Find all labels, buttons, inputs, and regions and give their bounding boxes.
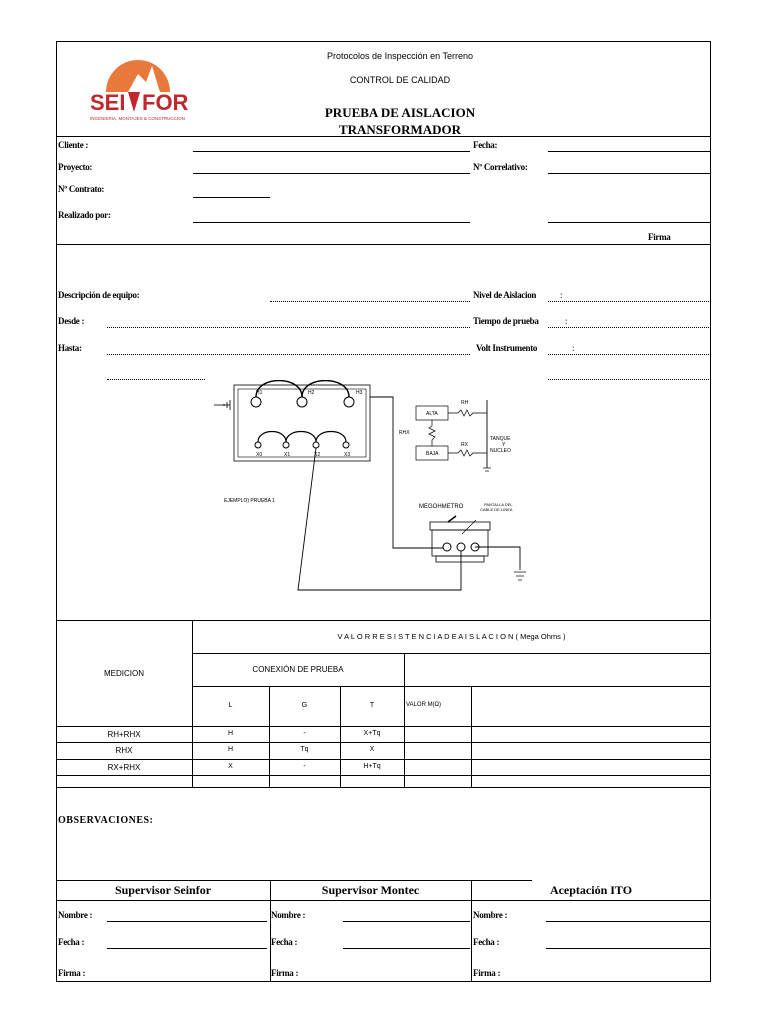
diagram-tanque3: NUCLEO [490,448,511,454]
row3-g: - [303,763,306,770]
table-vline-extra [471,686,472,787]
table-hline-1 [192,653,711,654]
company-logo [88,52,200,124]
nivel-label: Nivel de Aislacion [473,290,537,300]
diagram-alta: ALTA [426,411,438,417]
valor-title: V A L O R R E S I S T E N C I A D E A I S L A C I O N ( Mega Ohms ) [337,632,566,641]
table-bottom [56,787,711,788]
nivel-line[interactable] [548,301,711,302]
row3-l: X [228,763,233,770]
sup-seinfor-header: Supervisor Seinfor [114,883,212,897]
tiempo-line[interactable] [548,327,711,328]
fecha-label: Fecha: [473,140,498,150]
sig-vline-2 [471,880,472,982]
seinfor-nombre-line[interactable] [107,921,267,922]
col-l-header: L [228,702,233,709]
ito-nombre-line[interactable] [546,921,710,922]
diagram-h2: H2 [308,390,315,396]
diagram-tanque1: TANQUE [490,436,511,442]
aceptacion-header: Aceptación ITO [549,883,633,897]
diagram-rhx: RHX [399,430,410,436]
contrato-line[interactable] [193,197,270,198]
header-title2: TRANSFORMADOR [338,122,462,136]
table-vline-valor [404,653,405,787]
header-line1: Protocolos de Inspección en Terreno [327,51,473,61]
nivel-colon: : [560,290,563,300]
montec-firma-label: Firma : [271,968,299,978]
tiempo-colon: : [565,316,568,326]
volt-colon: : [572,343,575,353]
obs-line[interactable] [56,880,532,881]
row1-t: X+Tq [363,730,381,737]
firma-line[interactable] [548,222,711,223]
extra-line-left[interactable] [107,379,205,380]
diagram-divider [56,620,711,621]
svg-text:INGENIERIA, MONTAJES & CONSTRU: INGENIERIA, MONTAJES & CONSTRUCCION [90,116,185,121]
seinfor-firma-label: Firma : [58,968,86,978]
descripcion-line[interactable] [270,301,470,302]
cliente-line[interactable] [193,151,470,152]
firma-label: Firma [648,232,671,242]
desde-label: Desde : [58,316,85,326]
desde-line[interactable] [107,327,470,328]
table-hline-3 [56,726,711,727]
diagram-rx: RX [461,442,468,448]
sig-vline-1 [270,880,271,982]
header-title-clip [250,120,550,136]
seinfor-fecha-label: Fecha : [58,937,85,947]
row3-medicion: RX+RHX [107,763,141,772]
ito-nombre-label: Nombre : [473,910,508,920]
extra-line-right[interactable] [548,379,711,380]
row1-g: - [303,730,306,737]
row2-t: X [369,746,375,753]
fields-divider [56,244,711,245]
diagram-h3: H3 [356,390,363,396]
tiempo-label: Tiempo de prueba [473,316,539,326]
svg-text:SEI: SEI [90,90,126,115]
row1-medicion: RH+RHX [107,730,141,739]
medicion-header: MEDICION [104,669,144,678]
diagram-rh: RH [461,400,469,406]
header-title1: PRUEBA DE AISLACION [324,105,476,120]
header-line2: CONTROL DE CALIDAD [349,75,451,85]
proyecto-label: Proyecto: [58,162,93,172]
row2-medicion: RHX [115,746,133,755]
conexion-header: CONEXIÓN DE PRUEBA [252,665,344,674]
descripcion-label: Descripción de equipo: [58,290,140,300]
volt-label: Volt Instrumento [476,343,538,353]
col-t-header: T [369,702,375,709]
row2-g: Tq [300,746,309,753]
row1-l: H [227,730,234,737]
diagram-pantalla2: CABLE DE LINEA [480,507,513,512]
sig-hline [56,900,711,901]
diagram-x2: X2 [314,452,321,458]
table-hline-6 [56,775,711,776]
realizado-label: Realizado por: [58,210,111,220]
diagram-ejemplo: EJEMPLO) PRUEBA 1 [224,498,275,504]
observaciones-label: OBSERVACIONES: [58,815,154,826]
diagram-x0: X0 [256,452,263,458]
ito-fecha-label: Fecha : [473,937,500,947]
contrato-label: Nº Contrato: [58,184,105,194]
col-g-header: G [301,702,308,709]
table-hline-5 [56,759,711,760]
montec-nombre-line[interactable] [343,921,470,922]
diagram-baja: BAJA [426,451,439,457]
ito-firma-label: Firma : [473,968,501,978]
wiring-diagram [200,380,540,600]
montec-fecha-line[interactable] [343,948,470,949]
correlativo-label: Nº Correlativo: [473,162,528,172]
seinfor-nombre-label: Nombre : [58,910,93,920]
proyecto-line[interactable] [193,173,470,174]
montec-fecha-label: Fecha : [271,937,298,947]
sup-montec-header: Supervisor Montec [321,883,420,897]
row3-t: H+Tq [363,763,381,770]
fecha-line[interactable] [548,151,711,152]
header-divider [56,136,711,137]
volt-line[interactable] [548,354,711,355]
diagram-megohmetro: MEGOHMETRO [419,504,464,510]
diagram-h1: H1 [256,390,263,396]
diagram-x3: X3 [344,452,351,458]
table-hline-4 [56,742,711,743]
correlativo-line[interactable] [548,173,711,174]
hasta-line[interactable] [107,354,470,355]
ito-fecha-line[interactable] [546,948,710,949]
col-valor-header: VALOR M(Ω) [406,702,442,708]
cliente-label: Cliente : [58,140,89,150]
diagram-pantalla1: PANTALLA DEL [484,502,513,507]
hasta-label: Hasta: [58,343,82,353]
diagram-x1: X1 [284,452,291,458]
row2-l: H [227,746,234,753]
montec-nombre-label: Nombre : [271,910,306,920]
realizado-line[interactable] [193,222,470,223]
diagram-tanque2: Y [502,442,506,448]
seinfor-fecha-line[interactable] [107,948,267,949]
svg-text:FOR: FOR [142,90,189,115]
